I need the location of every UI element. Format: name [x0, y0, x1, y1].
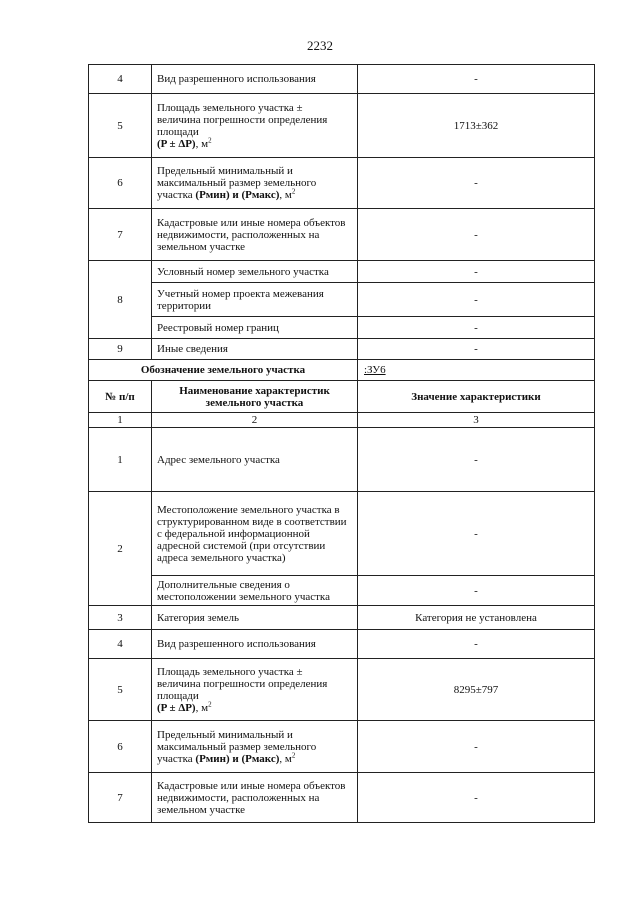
characteristic-value: - [358, 158, 595, 209]
table-row [89, 659, 595, 721]
row-number: 5 [89, 659, 152, 721]
row-number: 5 [89, 94, 152, 158]
characteristic-value: - [358, 283, 595, 317]
row-number: 6 [89, 721, 152, 773]
characteristic-name: Площадь земельного участка ± величина погрешности определения площади (P ± ΔP), $м^2$ [152, 94, 358, 158]
characteristic-name: Кадастровые или иные номера объектов недвижимости, расположенных на земельном участке [152, 773, 358, 823]
table-row [89, 339, 595, 360]
characteristic-value: Категория не установлена [358, 606, 595, 630]
row-number: 7 [89, 209, 152, 261]
characteristic-name: Местоположение земельного участка в структурированном виде в соответствии с федеральной информационной адресной системой (при отсутствии адреса земельного участка) [152, 492, 358, 576]
table-row [89, 317, 595, 339]
characteristic-value: - [358, 261, 595, 283]
characteristic-name: Площадь земельного участка ± величина погрешности определения площади (P ± ΔP), $м^2$ [152, 659, 358, 721]
table-row [89, 94, 595, 158]
designation-cell [358, 360, 595, 381]
characteristic-value: - [358, 492, 595, 576]
column-header-value: Значение характеристики [358, 381, 595, 413]
header-row [89, 381, 595, 413]
row-number: 4 [89, 65, 152, 94]
page-number: 2232 [307, 38, 333, 53]
characteristic-name: Вид разрешенного использования [152, 65, 358, 94]
characteristic-name: Реестровый номер границ [152, 317, 358, 339]
characteristic-value: - [358, 65, 595, 94]
row-number: 1 [89, 428, 152, 492]
characteristic-name: Категория земель [152, 606, 358, 630]
characteristic-value: 8295±797 [358, 659, 595, 721]
table-row [89, 65, 595, 94]
table-row [89, 721, 595, 773]
characteristic-name: Адрес земельного участка [152, 428, 358, 492]
characteristic-name: Дополнительные сведения о местоположении земельного участка [152, 576, 358, 606]
land-plot-table [88, 64, 595, 823]
table-row [89, 630, 595, 659]
column-index-row [89, 413, 595, 428]
table-row [89, 576, 595, 606]
table-row [89, 283, 595, 317]
characteristic-value: - [358, 339, 595, 360]
row-number: 3 [89, 606, 152, 630]
table-row [89, 773, 595, 823]
characteristic-name: Условный номер земельного участка [152, 261, 358, 283]
characteristic-value: 1713±362 [358, 94, 595, 158]
column-index: 2 [152, 413, 358, 428]
row-number: 9 [89, 339, 152, 360]
column-header-name: Наименование характеристик земельного участка [152, 381, 358, 413]
table-row [89, 209, 595, 261]
row-number: 8 [89, 261, 152, 339]
table-row [89, 606, 595, 630]
designation-label: Обозначение земельного участка [89, 360, 358, 381]
designation-value: :ЗУ6 [364, 364, 386, 376]
characteristic-name: Учетный номер проекта межевания территории [152, 283, 358, 317]
characteristic-name: Предельный минимальный и максимальный размер земельного участка (Рмин) и (Рмакс), $м^2$ [152, 721, 358, 773]
table-row [89, 158, 595, 209]
designation-row [89, 360, 595, 381]
table-row [89, 261, 595, 283]
characteristic-value: - [358, 317, 595, 339]
column-index: 1 [89, 413, 152, 428]
table-row [89, 428, 595, 492]
characteristic-name: Вид разрешенного использования [152, 630, 358, 659]
characteristic-value: - [358, 721, 595, 773]
characteristic-value: - [358, 630, 595, 659]
row-number: 4 [89, 630, 152, 659]
table-row [89, 492, 595, 576]
characteristic-value: - [358, 428, 595, 492]
characteristic-value: - [358, 209, 595, 261]
characteristic-name: Предельный минимальный и максимальный размер земельного участка (Рмин) и (Рмакс), $м^2$ [152, 158, 358, 209]
row-number: 6 [89, 158, 152, 209]
row-number: 2 [89, 492, 152, 606]
characteristic-value: - [358, 576, 595, 606]
characteristic-value: - [358, 773, 595, 823]
row-number: 7 [89, 773, 152, 823]
column-header-number: № п/п [89, 381, 152, 413]
characteristic-name: Кадастровые или иные номера объектов недвижимости, расположенных на земельном участке [152, 209, 358, 261]
characteristic-name: Иные сведения [152, 339, 358, 360]
column-index: 3 [358, 413, 595, 428]
